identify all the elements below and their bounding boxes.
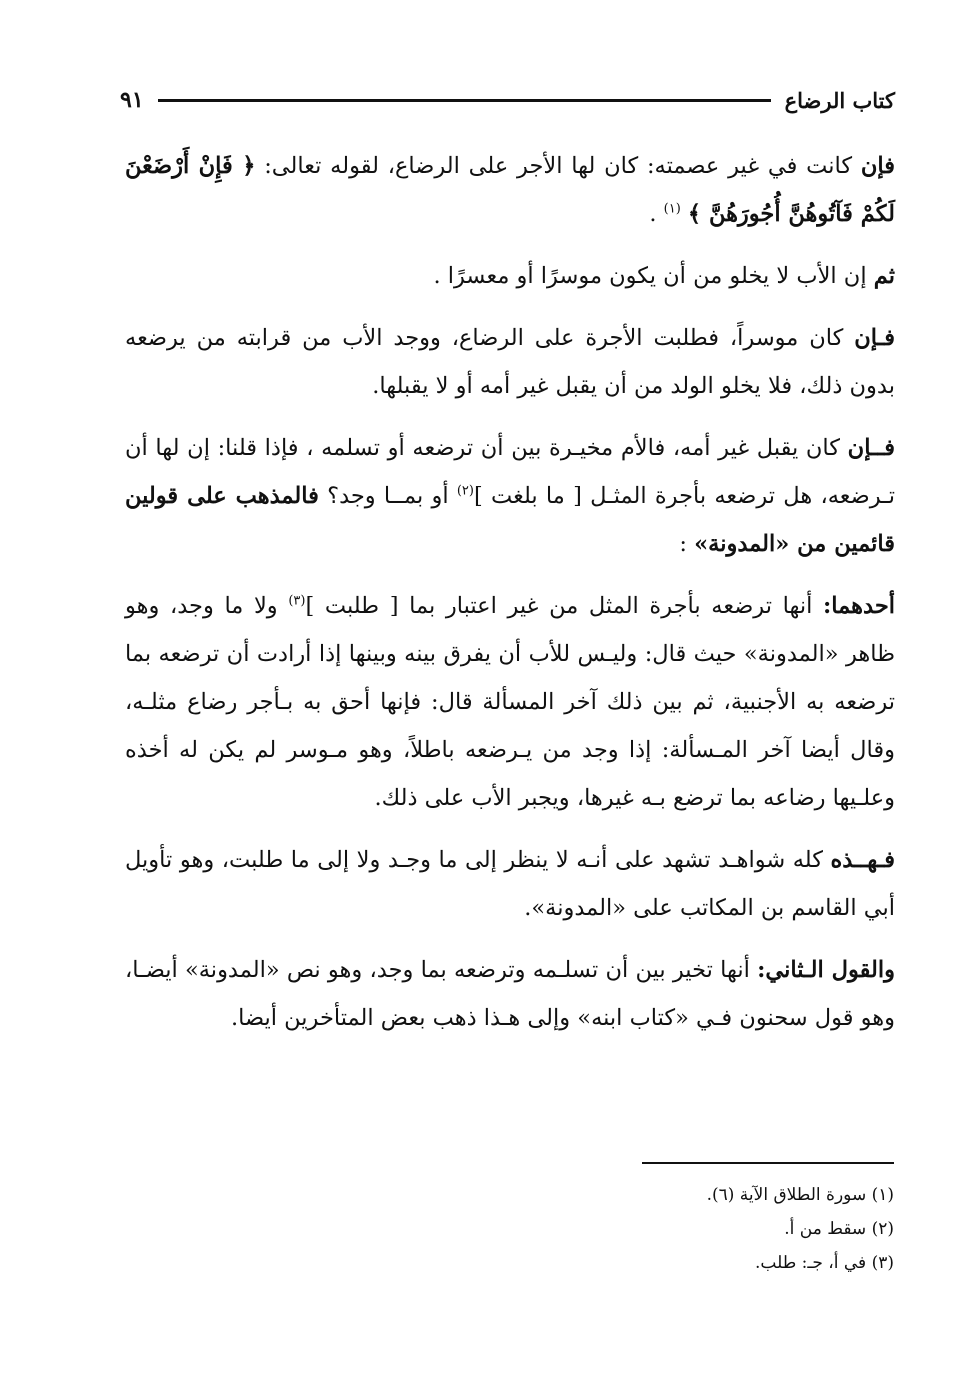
footnote-ref-2: (٢) bbox=[456, 483, 474, 499]
paragraph-text: أنها ترضعه بأجرة المثل من غير اعتبار بما [ طلبت ] bbox=[305, 593, 813, 619]
paragraph-lead: فـهــذه bbox=[830, 847, 895, 873]
footnotes bbox=[494, 1178, 894, 1280]
paragraph-tail: . bbox=[649, 201, 657, 227]
paragraph-lead: فـإن bbox=[854, 325, 895, 351]
paragraph-3 bbox=[125, 314, 895, 410]
paragraph-1 bbox=[125, 142, 895, 238]
header-rule bbox=[158, 99, 771, 102]
paragraph-lead: فــإن bbox=[847, 435, 895, 461]
footnote-separator bbox=[642, 1162, 894, 1164]
paragraph-text: إن الأب لا يخلو من أن يكون موسرًا أو معسرًا . bbox=[433, 263, 867, 289]
paragraph-text-cont: ولا ما وجد، وهو ظاهر «المدونة» حيث قال: وليـس للأب أن يفرق بينه وبينها إذا أرادت أن ترضعه بما ترضعه به الأجنبية، ثم بين ذلك آخر المسألة قال: فإنها أحق به بـأجر رضاع مثلـه، وقال أيضا آخر المـسألة: إذا وجد من يـرضعه باطلاً، وهو مـوسر لم يكن له أخذه وعلـيها رضاعه بما ترضع بـه غيرها، ويجبر الأب على ذلك. bbox=[125, 593, 895, 811]
paragraph-2 bbox=[125, 252, 895, 300]
footnote-ref-3: (٣) bbox=[288, 593, 306, 609]
footnote-1: (١) سورة الطلاق الآية (٦). bbox=[706, 1185, 894, 1205]
paragraph-tail: : bbox=[679, 531, 687, 557]
paragraph-text: أنها تخير بين أن تسلـمه وترضعه بما وجد، وهو نص «المدونة» أيضـا، وهو قول سحنون فـي «كتاب ابنه» وإلى هـذا ذهب بعض المتأخرين أيضا. bbox=[125, 957, 895, 1031]
running-header bbox=[120, 80, 895, 120]
paragraph-7 bbox=[125, 946, 895, 1042]
paragraph-text: كان موسراً، فطلبت الأجرة على الرضاع، ووجد الأب من قرابته من يرضعه بدون ذلك، فلا يخلو الولد من أن يقبل غير أمه أو لا يقبلها. bbox=[125, 325, 895, 399]
page-number: ٩١ bbox=[120, 87, 144, 113]
paragraph-lead: والقول الـثاني: bbox=[757, 957, 896, 983]
paragraph-bold-phrase: فالمذهب على قولين قائمين من «المدونة» bbox=[125, 483, 895, 557]
footnote-ref-1: (١) bbox=[663, 201, 681, 217]
quran-verse: ﴿ فَإِنْ أَرْضَعْنَ لَكُمْ فَآتُوهُنَّ أُجُورَهُنَّ ﴾ bbox=[125, 153, 895, 227]
paragraph-text: كانت في غير عصمته: كان لها الأجر على الرضاع، لقوله تعالى: bbox=[264, 153, 853, 179]
paragraph-lead: فإن bbox=[860, 153, 895, 179]
paragraph-lead: ثم bbox=[873, 263, 895, 289]
paragraph-text: كان يقبل غير أمه، فالأم مخيـرة بين أن ترضعه أو تسلمه ، فإذا قلنا: إن لها أن تـرضعه، هل ترضعه بأجرة المثـل [ ما بلغت ] bbox=[125, 435, 895, 509]
paragraph-5 bbox=[125, 582, 895, 822]
running-title: كتاب الرضاع bbox=[784, 87, 895, 113]
main-text bbox=[125, 142, 895, 1056]
paragraph-text-cont: أو بمــا وجد؟ bbox=[327, 483, 449, 509]
paragraph-4 bbox=[125, 424, 895, 568]
paragraph-6 bbox=[125, 836, 895, 932]
paragraph-lead: أحدهما: bbox=[822, 593, 895, 619]
footnote-3: (٣) في أ، جـ: طلب. bbox=[754, 1253, 894, 1273]
paragraph-text: كله شواهـد تشهد على أنـه لا ينظر إلى ما وجـد ولا إلى ما طلبت، وهو تأويل أبي القاسم بن المكاتب على «المدونة». bbox=[125, 847, 895, 921]
footnote-2: (٢) سقط من أ. bbox=[784, 1219, 894, 1239]
